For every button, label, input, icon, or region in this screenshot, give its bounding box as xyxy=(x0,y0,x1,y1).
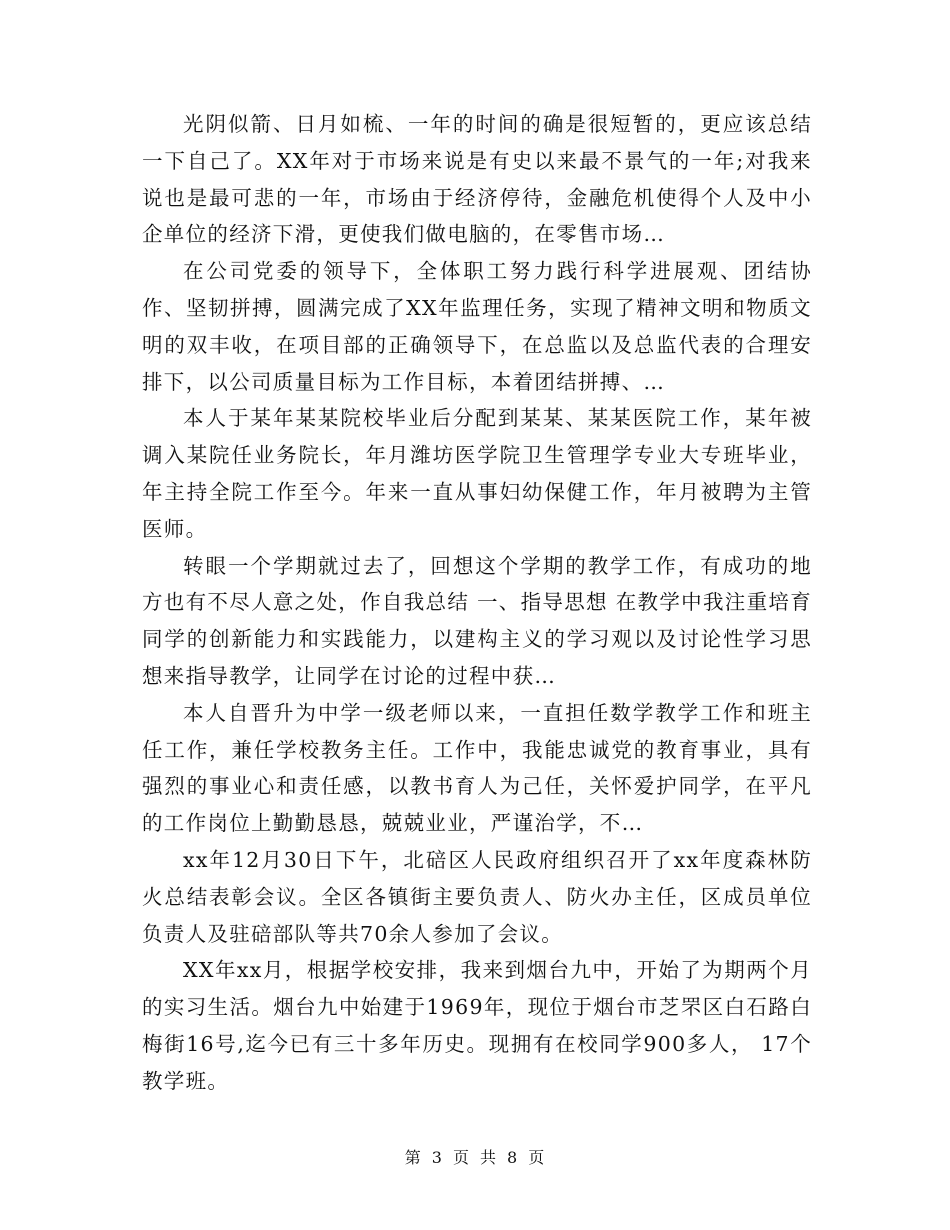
paragraph-7: XX年xx月，根据学校安排，我来到烟台九中，开始了为期两个月的实习生活。烟台九中始建于1969年，现位于烟台市芝罘区白石路白梅街16号,迄今已有三十多年历史。现拥有在校同学900多人， 17个教学班。 xyxy=(142,958,812,1093)
footer-suffix: 页 xyxy=(528,1148,546,1167)
footer-total-pages: 8 xyxy=(507,1148,519,1167)
footer-page-word: 页 xyxy=(452,1148,470,1167)
paragraph-3: 本人于某年某某院校毕业后分配到某某、某某医院工作，某年被调入某院任业务院长，年月潍坊医学院卫生管理学专业大专班毕业，年主持全院工作至今。年来一直从事妇幼保健工作，年月被聘为主管医师。 xyxy=(142,406,812,541)
footer-current-page: 3 xyxy=(431,1148,443,1167)
paragraph-2: 在公司党委的领导下，全体职工努力践行科学进展观、团结协作、坚韧拼搏，圆满完成了XX年监理任务，实现了精神文明和物质文明的双丰收，在项目部的正确领导下，在总监以及总监代表的合理安排下，以公司质量目标为工作目标，本着团结拼搏、… xyxy=(142,259,812,394)
paragraph-4: 转眼一个学期就过去了，回想这个学期的教学工作，有成功的地方也有不尽人意之处，作自我总结 一、指导思想 在教学中我注重培育同学的创新能力和实践能力，以建构主义的学习观以及讨论性学习思想来指导教学，让同学在讨论的过程中获… xyxy=(142,553,812,688)
paragraph-1: 光阴似箭、日月如梳、一年的时间的确是很短暂的，更应该总结一下自己了。XX年对于市场来说是有史以来最不景气的一年;对我来说也是最可悲的一年，市场由于经济停待，金融危机使得个人及中小企单位的经济下滑，更使我们做电脑的，在零售市场… xyxy=(142,112,812,247)
paragraph-5: 本人自晋升为中学一级老师以来，一直担任数学教学工作和班主任工作，兼任学校教务主任。工作中，我能忠诚党的教育事业，具有强烈的事业心和责任感，以教书育人为己任，关怀爱护同学，在平凡的工作岗位上勤勤恳恳，兢兢业业，严谨治学，不… xyxy=(142,700,812,836)
footer-prefix: 第 xyxy=(404,1148,422,1167)
page-footer xyxy=(0,1146,950,1170)
footer-total-word: 共 xyxy=(480,1148,498,1167)
document-body xyxy=(142,106,812,1100)
paragraph-6: xx年12月30日下午，北碚区人民政府组织召开了xx年度森林防火总结表彰会议。全区各镇街主要负责人、防火办主任，区成员单位负责人及驻碚部队等共70余人参加了会议。 xyxy=(142,847,812,946)
